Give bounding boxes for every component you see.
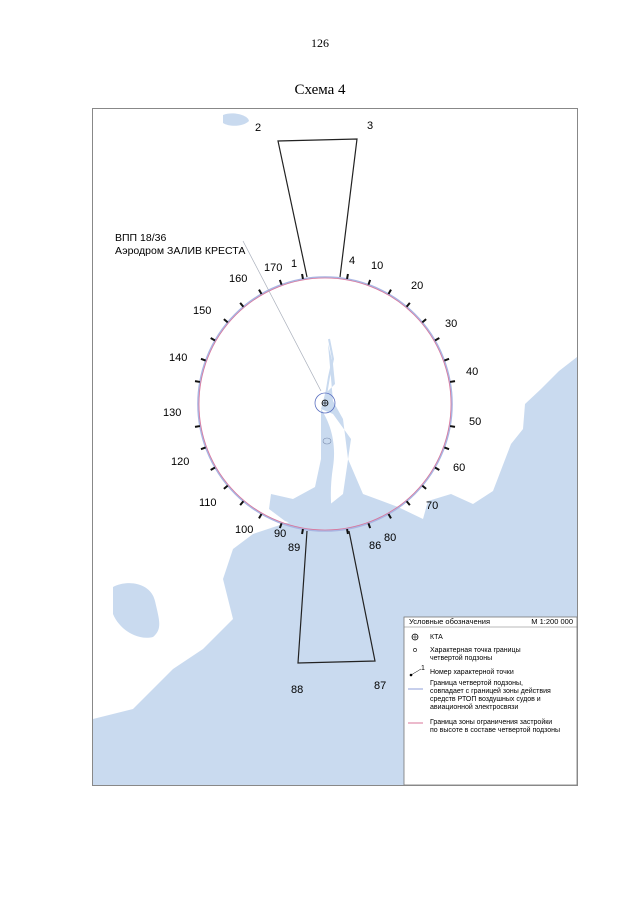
- radial-label-30: 30: [445, 318, 458, 330]
- radial-tick: [240, 501, 243, 505]
- radial-tick: [422, 486, 426, 489]
- radial-tick: [389, 290, 392, 294]
- legend-kta: КТА: [430, 634, 443, 641]
- page-number: 126: [311, 36, 329, 50]
- radial-tick: [368, 280, 370, 285]
- radial-tick: [201, 447, 206, 449]
- water-north-lake: [223, 113, 249, 125]
- water-bay-inner: [269, 409, 335, 529]
- radial-tick: [224, 486, 228, 489]
- radial-tick: [259, 290, 262, 294]
- scheme-title: Схема 4: [294, 82, 346, 98]
- legend-title: Условные обозначения: [409, 617, 491, 626]
- water-small-lake: [323, 438, 331, 444]
- radial-label-170: 170: [264, 262, 283, 274]
- point-label-4: 4: [349, 255, 356, 267]
- radial-tick: [195, 381, 200, 382]
- radial-tick: [195, 426, 200, 427]
- point-label-89: 89: [288, 542, 301, 554]
- map-svg: [93, 109, 577, 785]
- legend-subzone-line3: средств РТОП воздушных судов и: [430, 696, 541, 703]
- point-label-87: 87: [374, 680, 387, 692]
- radial-label-60: 60: [453, 462, 466, 474]
- radial-tick: [280, 280, 282, 285]
- radial-tick: [211, 338, 215, 341]
- radial-tick: [450, 381, 455, 382]
- legend-scale: М 1:200 000: [531, 617, 573, 626]
- legend-restriction-line1: Граница зоны ограничения застройки: [430, 719, 553, 726]
- radial-tick: [201, 359, 206, 361]
- radial-tick: [450, 426, 455, 427]
- radial-tick: [444, 447, 449, 449]
- radial-label-130: 130: [163, 407, 182, 419]
- radial-label-80: 80: [384, 532, 397, 544]
- legend-subzone-line1: Граница четвертой подзоны,: [430, 680, 523, 687]
- radial-label-70: 70: [426, 500, 439, 512]
- radial-label-10: 10: [371, 260, 384, 272]
- radial-tick: [435, 468, 439, 471]
- radial-tick: [444, 359, 449, 361]
- north-sector-outline: [278, 139, 357, 277]
- runway-label: ВПП 18/36: [115, 232, 167, 244]
- legend-number: Номер характерной точки: [430, 669, 514, 676]
- point-label-1: 1: [291, 258, 298, 270]
- radial-tick: [407, 303, 410, 307]
- point-label-88: 88: [291, 684, 304, 696]
- legend-subzone-line4: авиационной электросвязи: [430, 704, 519, 711]
- radial-tick: [435, 338, 439, 341]
- legend-number-icon-text: 1: [421, 665, 425, 672]
- legend-kta-icon: [412, 634, 418, 640]
- legend-restriction-line2: по высоте в составе четвертой подзоны: [430, 727, 560, 734]
- legend-point-line1: Характерная точка границы: [430, 647, 521, 654]
- radial-tick: [224, 319, 228, 322]
- radial-tick: [422, 319, 426, 322]
- radial-label-160: 160: [229, 273, 248, 285]
- legend-point-line2: четвертой подзоны: [430, 655, 493, 662]
- radial-label-50: 50: [469, 416, 482, 428]
- radial-tick: [347, 529, 348, 534]
- radial-label-90: 90: [274, 528, 287, 540]
- point-label-2: 2: [255, 122, 262, 134]
- point-label-86: 86: [369, 540, 382, 552]
- airfield-label: Аэродром ЗАЛИВ КРЕСТА: [115, 245, 246, 257]
- radial-tick: [211, 468, 215, 471]
- legend-subzone-line2: совпадает с границей зоны действия: [430, 688, 551, 695]
- point-label-3: 3: [367, 120, 374, 132]
- radial-tick: [302, 274, 303, 279]
- map-frame: [92, 108, 578, 786]
- radial-label-150: 150: [193, 305, 212, 317]
- legend: [404, 617, 577, 785]
- radial-tick: [240, 303, 243, 307]
- radial-label-120: 120: [171, 456, 190, 468]
- radial-tick: [302, 529, 303, 534]
- radial-label-140: 140: [169, 352, 188, 364]
- radial-label-110: 110: [199, 497, 217, 509]
- radial-tick: [347, 274, 348, 279]
- water-west-lake: [113, 583, 159, 638]
- radial-tick: [259, 514, 262, 518]
- radial-label-20: 20: [411, 280, 424, 292]
- radial-tick: [407, 501, 410, 505]
- radial-label-40: 40: [466, 366, 479, 378]
- radial-label-100: 100: [235, 524, 254, 536]
